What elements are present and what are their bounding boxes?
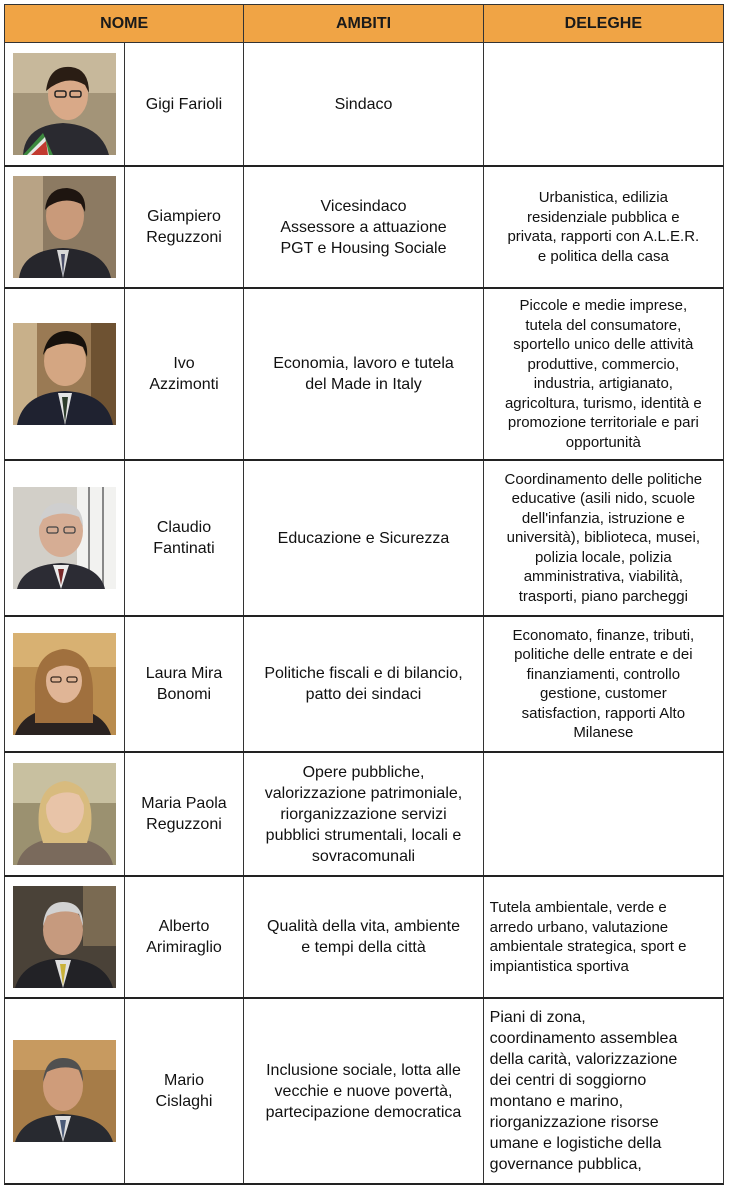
- photo-cell: [5, 999, 125, 1183]
- deleghe-cell: [484, 43, 723, 165]
- ambiti-cell: [244, 289, 483, 459]
- header-ambiti: AMBITI: [244, 5, 483, 42]
- ambiti-cell: [244, 461, 483, 615]
- deleghe-text: Piani di zona, coordinamento assemblea della carità, valorizzazione dei centri di soggiorno montano e marino, riorganizzazione risorse umane e logistiche della governance pubblica,: [489, 1009, 678, 1173]
- deleghe-cell: [484, 877, 723, 997]
- assessore-name: Claudio Fantinati: [153, 519, 215, 557]
- deleghe-cell: [484, 289, 723, 459]
- header-nome: NOME: [5, 5, 244, 42]
- ambiti-text: Opere pubbliche, valorizzazione patrimoniale, riorganizzazione servizi pubblici strumentali, locali e sovracomunali: [264, 763, 463, 865]
- name-cell: [125, 43, 245, 165]
- name-cell: [125, 167, 245, 287]
- name-cell: [125, 289, 245, 459]
- table-row: [4, 617, 724, 753]
- header-deleghe: DELEGHE: [564, 14, 642, 32]
- table-row: [4, 167, 724, 289]
- deleghe-cell: [484, 617, 723, 751]
- ambiti-text: Educazione e Sicurezza: [277, 529, 450, 547]
- name-cell: [125, 753, 245, 875]
- portrait-photo: [13, 633, 116, 735]
- portrait-photo: [13, 487, 116, 589]
- ambiti-cell: [244, 877, 483, 997]
- photo-cell: [5, 617, 125, 751]
- deleghe-text: Piccole e medie imprese, tutela del consumatore, sportello unico delle attività produttive, commercio, industria, artigianato, agricoltura, turismo, identità e promozione territoriale e pari opportunità: [504, 297, 702, 451]
- ambiti-cell: [244, 43, 483, 165]
- ambiti-text: Vicesindaco Assessore a attuazione PGT e Housing Sociale: [280, 197, 447, 257]
- table-row: [4, 461, 724, 617]
- table-header: [4, 4, 724, 43]
- photo-cell: [5, 167, 125, 287]
- deleghe-cell: [484, 167, 723, 287]
- deleghe-cell: [484, 461, 723, 615]
- name-cell: [125, 877, 245, 997]
- ambiti-cell: [244, 167, 483, 287]
- portrait-photo: [13, 176, 116, 278]
- portrait-photo: [13, 886, 116, 988]
- portrait-photo: [13, 53, 116, 155]
- assessore-name: Laura Mira Bonomi: [145, 665, 223, 703]
- assessore-name: Gigi Farioli: [145, 95, 223, 113]
- deleghe-text: Urbanistica, edilizia residenziale pubblica e privata, rapporti con A.L.E.R. e politica della casa: [507, 189, 700, 265]
- table-row: [4, 43, 724, 167]
- ambiti-cell: [244, 999, 483, 1183]
- deleghe-text: Economato, finanze, tributi, politiche delle entrate e dei finanziamenti, controllo gestione, customer satisfaction, rapporti Alto Milanese: [512, 626, 695, 741]
- photo-cell: [5, 877, 125, 997]
- ambiti-text: Sindaco: [334, 95, 393, 113]
- table-row: [4, 999, 724, 1185]
- ambiti-text: Politiche fiscali e di bilancio, patto dei sindaci: [264, 665, 463, 703]
- name-cell: [125, 999, 245, 1183]
- photo-cell: [5, 43, 125, 165]
- table-row: [4, 877, 724, 999]
- table-row: [4, 753, 724, 877]
- photo-cell: [5, 461, 125, 615]
- assessore-name: Ivo Azzimonti: [149, 355, 219, 393]
- ambiti-cell: [244, 617, 483, 751]
- assessore-name: Maria Paola Reguzzoni: [141, 795, 227, 833]
- ambiti-text: Inclusione sociale, lotta alle vecchie e nuove povertà, partecipazione democratica: [265, 1061, 462, 1121]
- deleghe-cell: [484, 753, 723, 875]
- ambiti-cell: [244, 753, 483, 875]
- deleghe-text: Tutela ambientale, verde e arredo urbano, valutazione ambientale strategica, sport e impiantistica sportiva: [489, 899, 687, 975]
- portrait-photo: [13, 323, 116, 425]
- portrait-photo: [13, 1040, 116, 1142]
- portrait-photo: [13, 763, 116, 865]
- assessore-name: Mario Cislaghi: [155, 1072, 213, 1110]
- name-cell: [125, 617, 245, 751]
- assessore-name: Giampiero Reguzzoni: [146, 208, 222, 246]
- table-row: [4, 289, 724, 461]
- photo-cell: [5, 753, 125, 875]
- assessori-table: [4, 4, 724, 1185]
- deleghe-text: Coordinamento delle politiche educative (asili nido, scuole dell'infanzia, istruzione e università), biblioteca, musei, polizia locale, polizia amministrativa, viabilità, trasporti, piano parcheggi: [504, 470, 703, 605]
- assessore-name: Alberto Arimiraglio: [146, 918, 222, 956]
- photo-cell: [5, 289, 125, 459]
- deleghe-cell: [484, 999, 723, 1183]
- ambiti-text: Qualità della vita, ambiente e tempi della città: [267, 918, 460, 956]
- ambiti-text: Economia, lavoro e tutela del Made in Italy: [273, 355, 454, 393]
- name-cell: [125, 461, 245, 615]
